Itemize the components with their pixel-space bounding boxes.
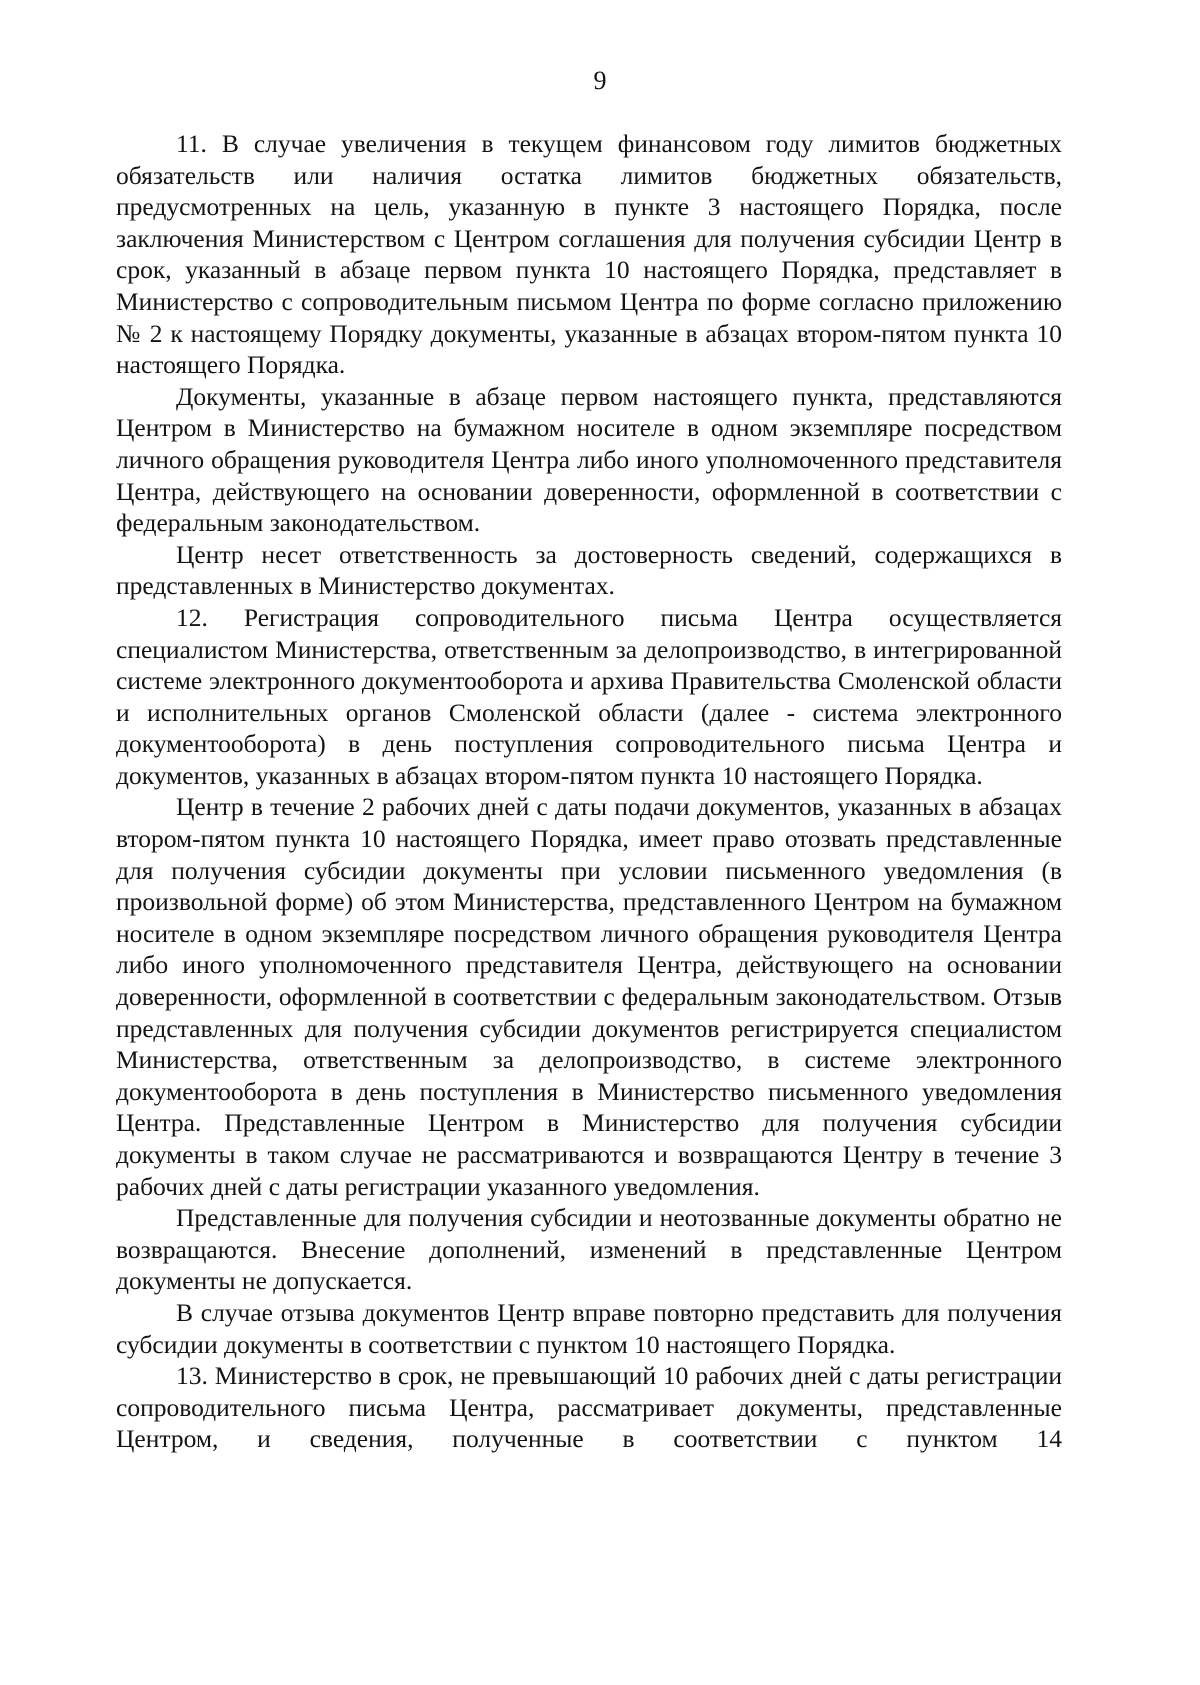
page-number: 9 xyxy=(593,66,607,95)
paragraph-11: 11. В случае увеличения в текущем финансовом году лимитов бюджетных обязательств или наличия остатка лимитов бюджетных обязательств, предусмотренных на цель, указанную в пункте 3 настоящего Порядка, после заключения Министерством с Центром соглашения для получения субсидии Центр в срок, указанный в абзаце первом пункта 10 настоящего Порядка, представляет в Министерство с сопроводительным письмом Центра по форме согласно приложению № 2 к настоящему Порядку документы, указанные в абзацах втором-пятом пункта 10 настоящего Порядка. xyxy=(116,129,1062,380)
paragraph-12-withdrawal: Центр в течение 2 рабочих дней с даты подачи документов, указанных в абзацах втором-пятом пункта 10 настоящего Порядка, имеет право отозвать представленные для получения субсидии документы при условии письменного уведомления (в произвольной форме) об этом Министерства, представленного Центром на бумажном носителе в одном экземпляре посредством личного обращения руководителя Центра либо иного уполномоченного представителя Центра, действующего на основании доверенности, оформленной в соответствии с федеральным законодательством. Отзыв представленных для получения субсидии документов регистрируется специалистом Министерства, ответственным за делопроизводство, в системе электронного документооборота в день поступления в Министерство письменного уведомления Центра. Представленные Центром в Министерство для получения субсидии документы в таком случае не рассматриваются и возвращаются Центру в течение 3 рабочих дней с даты регистрации указанного уведомления. xyxy=(116,792,1062,1201)
paragraph-12: 12. Регистрация сопроводительного письма Центра осуществляется специалистом Министерства, ответственным за делопроизводство, в интегрированной системе электронного документооборота и архива Правительства Смоленской области и исполнительных органов Смоленской области (далее - система электронного документооборота) в день поступления сопроводительного письма Центра и документов, указанных в абзацах втором-пятом пункта 10 настоящего Порядка. xyxy=(116,602,1062,790)
paragraph-11-responsibility: Центр несет ответственность за достоверность сведений, содержащихся в представленных в Министерство документах. xyxy=(116,539,1062,601)
document-body xyxy=(116,128,1062,1455)
paragraph-11-documents: Документы, указанные в абзаце первом настоящего пункта, представляются Центром в Министерство на бумажном носителе в одном экземпляре посредством личного обращения руководителя Центра либо иного уполномоченного представителя Центра, действующего на основании доверенности, оформленной в соответствии с федеральным законодательством. xyxy=(116,381,1062,538)
paragraph-12-no-return: Представленные для получения субсидии и неотозванные документы обратно не возвращаются. Внесение дополнений, изменений в представленные Центром документы не допускается. xyxy=(116,1203,1062,1296)
paragraph-12-resubmission: В случае отзыва документов Центр вправе повторно представить для получения субсидии документы в соответствии с пунктом 10 настоящего Порядка. xyxy=(116,1297,1062,1359)
paragraph-13: 13. Министерство в срок, не превышающий 10 рабочих дней с даты регистрации сопроводительного письма Центра, рассматривает документы, представленные Центром, и сведения, полученные в соответствии с пунктом 14 xyxy=(116,1361,1062,1454)
